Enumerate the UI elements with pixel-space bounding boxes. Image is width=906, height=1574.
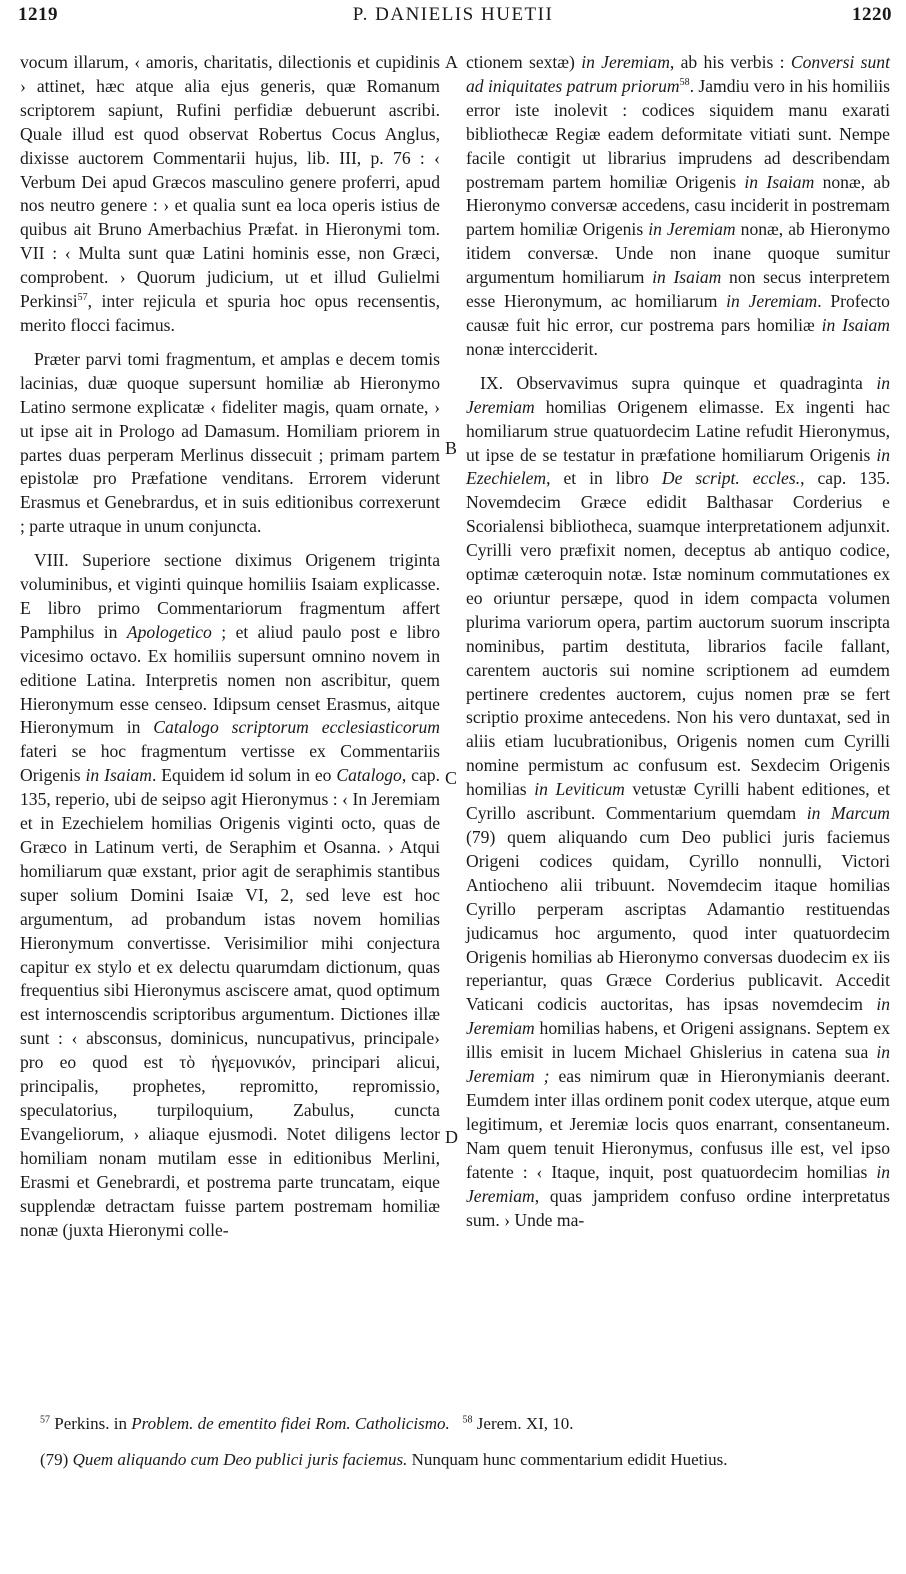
margin-marker-c: C <box>445 768 458 788</box>
page-header <box>14 4 892 44</box>
right-column <box>466 51 890 1242</box>
right-paragraph-2: IX. Observavimus supra quinque et quadraginta in Jeremiam homilias Origenem elimasse. Ex ingenti hac homiliarum strue quatuordecim Latine refudit Hieronymus, ut ipse de se testatur in præfatione homiliarum Origenis in Ezechielem, et in libro De script. eccles., cap. 135. Novemdecim Græce edidit Balthasar Corderius e Scorialensi bibliotheca, suamque interpretationem adjunxit. Cyrilli vero præfixit nomen, deceptus ab antiquo codice, optimæ cæteroquin notæ. Istæ nominum commutationes ex eo oriuntur persæpe, quod in idem compacta volumen plurima variorum opera, partim auctorum suorum inscripta nominibus, partim destituta, librarios facile fallant, carentem auctoris sui nomine scriptionem ad eumdem pertinere credentes auctorem, cujus nomen præ se fert scriptio proxime antecedens. Non his vero duntaxat, sed in aliis etiam lucubrationibus, Origenis nomen cum Cyrilli nomine permistum ac confusum est. Sexdecim Origenis homilias in Leviticum vetustæ Cyrilli habent editiones, et Cyrillo ascribunt. Commentarium quemdam in Marcum (79) quem aliquando cum Deo publici juris faciemus Origeni codices quidam, Cyrillo nonnulli, Victori Antiocheno alii tribuunt. Novemdecim itaque homilias Cyrillo perperam ascriptas Adamantio restituendas judicamus hoc argumento, quod inter quatuordecim Origenis homilias ab Hieronymo conversas duodecim ex iis reperiantur, quas Græce Corderius publicavit. Accedit Vaticani codicis auctoritas, has ipsas novemdecim in Jeremiam homilias habens, et Origeni assignans. Septem ex illis emisit in lucem Michael Ghislerius in catena sua in Jeremiam ; eas nimirum quæ in Hieronymianis deerant. Eumdem inter illas ordinem ponit codex uterque, atque eum legitimum, et Jeremiæ locis quos enarrant, consentaneum. Nam quem tenuit Hieronymus, confusus ille est, vel ipso fatente : ‹ Itaque, inquit, post quatuordecim homilias in Jeremiam, quas jampridem confuso ordine interpretatus sum. › Unde ma- <box>466 372 890 1230</box>
margin-marker-d: D <box>445 1127 458 1147</box>
running-title: P. DANIELIS HUETII <box>352 4 554 25</box>
footnote-79: (79) Quem aliquando cum Deo publici juris faciemus. Nunquam hunc commentarium edidit Huetius. <box>40 1450 728 1469</box>
left-column <box>20 51 440 1252</box>
footnotes <box>20 1413 890 1471</box>
right-paragraph-1: ctionem sextæ) in Jeremiam, ab his verbis : Conversi sunt ad iniquitates patrum priorum$^{58}$. Jamdiu vero in his homiliis error iste inolevit : codices siquidem manu exarati bibliothecæ Regiæ eadem deformitate vitiati sunt. Nempe facile contigit ut librarius imprudens ad describendam postremam partem homiliæ Origenis in Isaiam nonæ, ab Hieronymo conversæ accedens, casu inciderit in postremam partem homiliæ Origenis in Jeremiam nonæ, ab Hieronymo itidem conversæ. Unde non inane quoque sumitur argumentum homiliarum in Isaiam non secus interpretem esse Hieronymum, ac homiliarum in Jeremiam. Profecto causæ fuit hic error, cur postrema pars homiliæ in Isaiam nonæ intercciderit. <box>466 52 890 359</box>
page-number-left: 1219 <box>18 4 58 25</box>
left-paragraph-2: Præter parvi tomi fragmentum, et amplas e decem tomis lacinias, duæ quoque supersunt homiliæ ab Hieronymo Latino sermone explicatæ ‹ fideliter magis, quam ornate, › ut ipse ait in Prologo ad Damasum. Homiliam priorem in partes duas perperam Merlinus dissecuit ; primam partem epistolæ pro Præfatione venditans. Errorem viderunt Erasmus et Genebrardus, et in suis editionibus correxerunt ; parte utraque in unum conjuncta. <box>20 348 440 537</box>
footnote-ref-58: 58 <box>679 77 690 89</box>
footnote-ref-57: 57 <box>77 292 88 304</box>
footnote-57-58: $^{57}$ Perkins. in Problem. de ementito fidei Rom. Catholicismo. $^{58}$ Jerem. XI, 10. <box>40 1414 574 1433</box>
left-paragraph-1: vocum illarum, ‹ amoris, charitatis, dilectionis et cupidinis › attinet, hæc atque alia ejus generis, quæ Romanum scriptorem sapiunt, Rufini perfidiæ debuerunt ascribi. Quale illud est quod observat Robertus Cocus Anglus, dixisse auctorem Commentarii hujus, lib. III, p. 76 : ‹ Verbum Dei apud Græcos masculino genere proferri, apud nos neutro genere : › et qualia sunt ea loca operis istius de quibus ait Bruno Amerbachius Præfat. in Hieronymi tom. VII : ‹ Multa sunt quæ Latini hominis esse, non Græci, comprobent. › Quorum judicium, ut et illud Gulielmi Perkinsi$^{57}$, inter rejicula et spuria hoc opus recensentis, merito flocci facimus. <box>20 52 440 335</box>
left-paragraph-3: VIII. Superiore sectione diximus Origenem triginta voluminibus, et viginti quinque homiliis Isaiam explicasse. E libro primo Commentariorum fragmentum affert Pamphilus in Apologetico ; et aliud paulo post e libro vicesimo octavo. Ex homiliis supersunt omnino novem in editione Latina. Interpretis nomen non ascribitur, quem Hieronymum esse censeo. Idipsum censet Erasmus, aitque Hieronymum in Catalogo scriptorum ecclesiasticorum fateri se hoc fragmentum vertisse ex Commentariis Origenis in Isaiam. Equidem id solum in eo Catalogo, cap. 135, reperio, ubi de seipso agit Hieronymus : ‹ In Jeremiam et in Ezechielem homilias Origenis viginti octo, quas de Græco in Latinum verti, de Seraphim et Osanna. › Atqui homiliarum quæ exstant, prior agit de seraphimis stantibus super solium Domini Isaiæ VI, 2, sed leve est hoc argumentum, ad probandum istas novem homilias Hieronymum convertisse. Verisimilior mihi conjectura capitur ex stylo et ex delectu quarumdam dictionum, quas frequentius sibi Hieronymus asciscere amat, quod optimum est internoscendis scriptoribus argumentum. Dictiones illæ sunt : ‹ absconsus, dominicus, nuncupativus, principale› pro eo quod est τὸ ἡγεμονικόν, principari alicui, principalis, prophetes, repromitto, repromissio, speculatorius, turpiloquium, Zabulus, cuncta Evangeliorum, › aliaque ejusmodi. Notet diligens lector homiliam nonam mutilam esse in editionibus Merlini, Erasmi et Genebrardi, et postrema parte truncatam, eique supplendæ detractam fuisse partem postremam homiliæ nonæ (juxta Hieronymi colle- <box>20 550 440 1240</box>
margin-marker-a: A <box>445 52 458 72</box>
margin-marker-b: B <box>445 438 458 458</box>
page-number-right: 1220 <box>852 4 892 25</box>
